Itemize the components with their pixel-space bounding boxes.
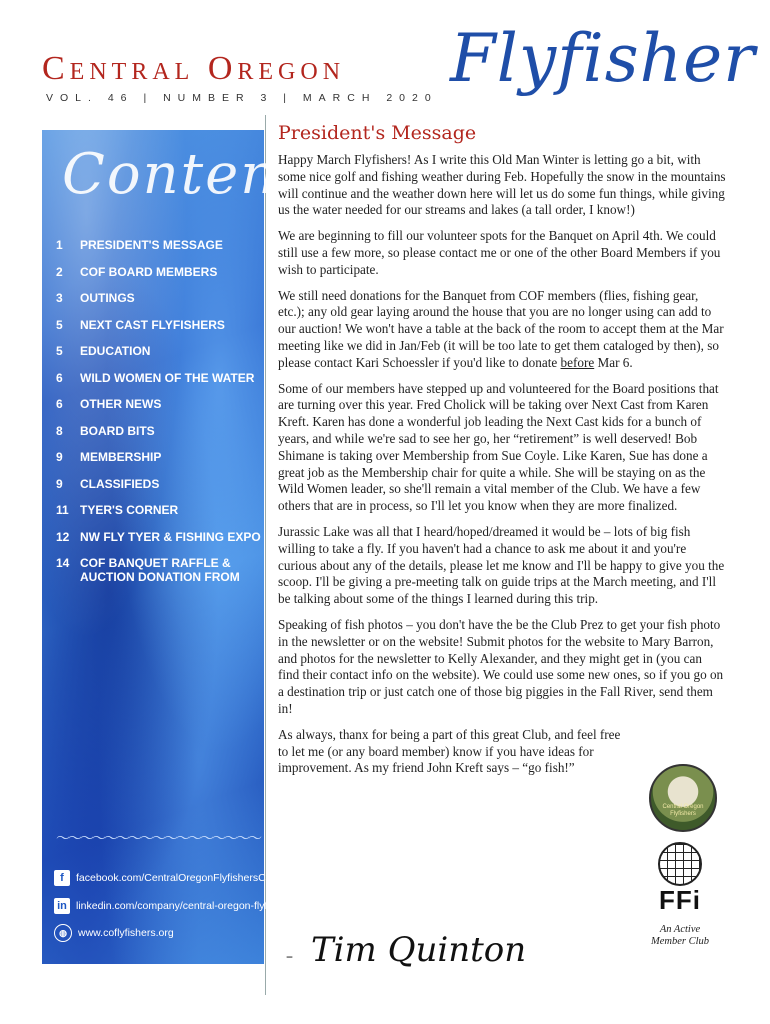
member-line: An Active [659,924,701,935]
toc-item[interactable] [56,503,262,530]
website-url: www.coflyfishers.org [78,927,174,939]
masthead [42,20,756,120]
facebook-url: facebook.com/CentralOregonFlyfishersClub [76,872,280,884]
toc-item[interactable] [56,450,262,477]
toc-page-number: 14 [56,556,70,570]
paragraph: Some of our members have stepped up and volunteered for the Board positions that are turning over this year. Fred Cholick will be taking over Next Cast from Karen Kreft. Karen has done a wonderful job leading the Next Cast kids for a bunch of years, and while we're sad to see her go, her “retirement” is well deserved! Bob Shimane is taking over Membership from Sue Coyle. Like Karen, Sue has done a great job as the Membership chair for quite a while. She will be staying on as the Wild Women leader, so she'll remain a vital member of the Club. We have a few others that are in process, so I'll let you know when they are more finalized. [278,380,719,514]
paragraph: As always, thanx for being a part of this great Club, and feel free to let me (or any board member) know if you have ideas for improvement. As my friend John Kreft says – “go fish!” [278,726,621,776]
club-logo-text: Central Oregon Flyfishers [662,804,704,817]
signature [286,930,526,970]
article-heading: President's Message [278,122,477,144]
toc-label: COF BANQUET RAFFLE & AUCTION DONATION FROM [80,556,240,584]
underlined-word: before [560,354,595,370]
paragraph-text: Mar 6. [594,354,633,370]
ffi-logo [648,842,712,948]
signature-name: Tim Quinton [311,930,527,970]
toc-page-number: 11 [56,503,69,517]
toc-label: CLASSIFIEDS [80,476,160,491]
toc-item[interactable] [56,556,262,596]
presidents-message [278,122,726,786]
issue-line: VOL. 46 | NUMBER 3 | MARCH 2020 [46,92,438,104]
toc-label: PRESIDENT'S MESSAGE [80,238,223,252]
paragraph: Happy March Flyfishers! As I write this Old Man Winter is letting go a bit, with some nice golf and fishing weather during Feb. Hopefully the snow in the mountains will continue and the weather down here will let us do some fun things, while giving us the water needed for our streams and lakes (a tall order, I know!) [278,152,726,218]
member-line: Member Club [650,936,710,947]
paragraph-text: website). We could use some new ones, so if you go on a destination trip or just catch one of those big piggies in the Fall River, send them in! [278,667,724,716]
toc-item[interactable] [56,318,262,345]
toc-page-number: 1 [56,238,63,252]
toc-item[interactable] [56,397,262,424]
contents-sidebar [42,130,334,964]
toc-item[interactable] [56,238,262,265]
club-logo [649,764,717,832]
paragraph-text: Speaking of fish photos – you don't have the be the Club Prez to get your fish photo in the newsletter or on the website! Submit photos for the website to Mary Barron, and photos for the newsletter to Kelly Alexander, and they might get in (you can find their contact info on the [278,616,721,683]
toc-label: NW FLY TYER & FISHING EXPO [80,529,261,544]
column-divider [265,115,266,995]
toc-label: COF BOARD MEMBERS [80,264,218,279]
toc-item[interactable] [56,371,262,398]
masthead-script-title: Flyfisher [450,20,756,97]
toc-label: NEXT CAST FLYFISHERS [80,317,225,332]
linkedin-icon: in [54,898,70,914]
linkedin-link[interactable] [54,898,296,914]
signature-dash: – [286,949,293,965]
paragraph [278,617,726,718]
toc-page-number: 3 [56,291,63,305]
toc-item[interactable] [56,530,262,557]
toc-page-number: 5 [56,344,63,358]
toc-item[interactable] [56,424,262,451]
toc-page-number: 12 [56,529,70,544]
toc-label: OUTINGS [80,291,135,305]
toc-page-number: 6 [56,397,63,411]
facebook-link[interactable] [54,870,280,886]
member-club-note [648,924,712,948]
paragraph-text: We still need donations for the Banquet from COF members (flies, fishing gear, etc.); any old gear laying around the house that you are no longer using can add to our auction! We won't have a table at the back of the room to accept them at the Mar meeting like we did in Jan/Feb (it will be too late to get them cataloged by then), so please contact Kari Schoessler if you'd like to donate [278,287,724,370]
table-of-contents [56,238,262,596]
contents-title: Contents [62,142,334,207]
paragraph [278,288,726,372]
toc-page-number: 2 [56,264,63,279]
toc-page-number: 8 [56,423,63,438]
toc-item[interactable] [56,265,262,292]
toc-page-number: 9 [56,476,63,491]
wave-divider: 〜〜〜〜〜〜〜〜〜〜〜〜〜〜〜〜〜 [56,831,260,847]
toc-item[interactable] [56,291,262,318]
globe-icon: ◍ [54,924,72,942]
facebook-icon: f [54,870,70,886]
paragraph: We are beginning to fill our volunteer spots for the Banquet on April 4th. We could still use a few more, so please contact me or one of the other Board Members if you wish to participate. [278,228,721,277]
linkedin-url: linkedin.com/company/central-oregon-flyfishers [76,900,296,912]
toc-item[interactable] [56,477,262,504]
ffi-wordmark: FFi [659,885,701,915]
toc-item[interactable] [56,344,262,371]
masthead-title: Central Oregon [42,50,346,87]
toc-page-number: 6 [56,370,63,385]
toc-page-number: 9 [56,450,63,464]
website-link[interactable] [54,924,264,942]
toc-label: BOARD BITS [80,423,155,438]
toc-label: MEMBERSHIP [80,450,162,464]
toc-page-number: 5 [56,317,63,332]
toc-label: OTHER NEWS [80,397,162,411]
paragraph: Jurassic Lake was all that I heard/hoped/dreamed it would be – lots of big fish willing to take a fly. If you haven't had a chance to ask me about it and you're curious about any of the details, please let me know and I'll be happy to give you the scoop. I'll be giving a pre-meeting talk on guide trips at the March meeting, and I'll be talking about some of the things I learned during this trip. [278,523,725,607]
toc-label: EDUCATION [80,344,151,358]
toc-label: WILD WOMEN OF THE WATER [80,370,255,385]
ffi-globe-icon [658,842,702,886]
toc-label: TYER'S CORNER [80,503,179,517]
